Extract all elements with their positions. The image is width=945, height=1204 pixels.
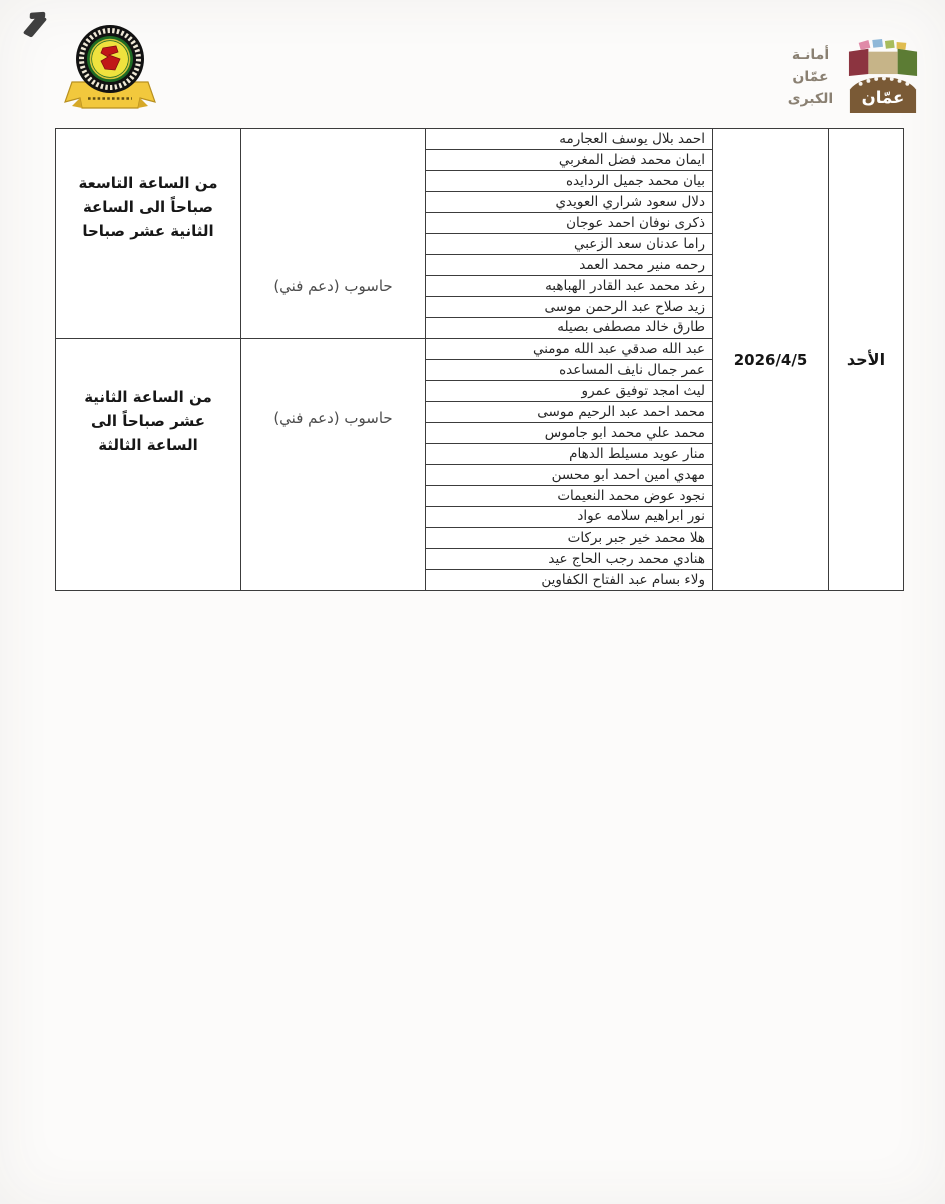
gam-text-line-1: أمانـة [791, 47, 830, 64]
gam-text-line-2: عمّان [792, 69, 829, 86]
gam-logo-text [781, 45, 840, 110]
trainee-name-cell: رحمه منير محمد العمد [426, 255, 713, 276]
schedule-table-wrap [55, 128, 904, 591]
trainee-name-cell: محمد احمد عبد الرحيم موسى [426, 402, 713, 423]
trainee-name-cell: زيد صلاح عبد الرحمن موسى [426, 297, 713, 318]
institution-emblem-logo [56, 22, 164, 118]
trainee-name-cell: دلال سعود شراري العويدي [426, 192, 713, 213]
institution-emblem-icon [56, 22, 164, 118]
trainee-name-cell: ولاء بسام عبد الفتاح الكفاوين [426, 570, 713, 591]
trainee-name-cell: هنادي محمد رجب الحاج عيد [426, 549, 713, 570]
gam-logo [781, 40, 919, 116]
trainee-name-cell: منار عويد مسيلط الدهام [426, 444, 713, 465]
gam-logo-mark-icon [847, 39, 919, 117]
trainee-name-cell: محمد علي محمد ابو جاموس [426, 423, 713, 444]
course-cell: حاسوب (دعم فني) [241, 339, 426, 591]
trainee-name-cell: رغد محمد عبد القادر الهباهبه [426, 276, 713, 297]
gam-text-line-3: الكبرى [787, 90, 834, 107]
trainee-name-cell: طارق خالد مصطفى بصيله [426, 318, 713, 339]
schedule-table [55, 128, 904, 591]
scan-artifact-mark [23, 14, 48, 37]
trainee-name-cell: ليث امجد توفيق عمرو [426, 381, 713, 402]
trainee-name-cell: ذكرى نوفان احمد عوجان [426, 213, 713, 234]
trainee-name-cell: نور ابراهيم سلامه عواد [426, 507, 713, 528]
trainee-name-cell: نجود عوض محمد النعيمات [426, 486, 713, 507]
trainee-name-cell: احمد بلال يوسف العجارمه [426, 129, 713, 150]
time-slot-cell: من الساعة الثانية عشر صباحاً الى الساعة الثالثة [56, 339, 241, 591]
date-cell: 2026/4/5 [713, 129, 829, 591]
trainee-name-cell: هلا محمد خير جبر بركات [426, 528, 713, 549]
trainee-name-cell: عبد الله صدقي عبد الله مومني [426, 339, 713, 360]
trainee-name-cell: عمر جمال نايف المساعده [426, 360, 713, 381]
trainee-name-cell: راما عدنان سعد الزعبي [426, 234, 713, 255]
table-row [56, 129, 904, 150]
time-slot-cell: من الساعة التاسعة صباحاً الى الساعة الثانية عشر صباحا [56, 129, 241, 339]
course-cell: حاسوب (دعم فني) [241, 129, 426, 339]
trainee-name-cell: ايمان محمد فضل المغربي [426, 150, 713, 171]
page-header [0, 0, 945, 125]
day-cell: الأحد [829, 129, 904, 591]
trainee-name-cell: بيان محمد جميل الردايده [426, 171, 713, 192]
gam-mark-calligraphy: عمّان [861, 88, 905, 108]
trainee-name-cell: مهدي امين احمد ابو محسن [426, 465, 713, 486]
